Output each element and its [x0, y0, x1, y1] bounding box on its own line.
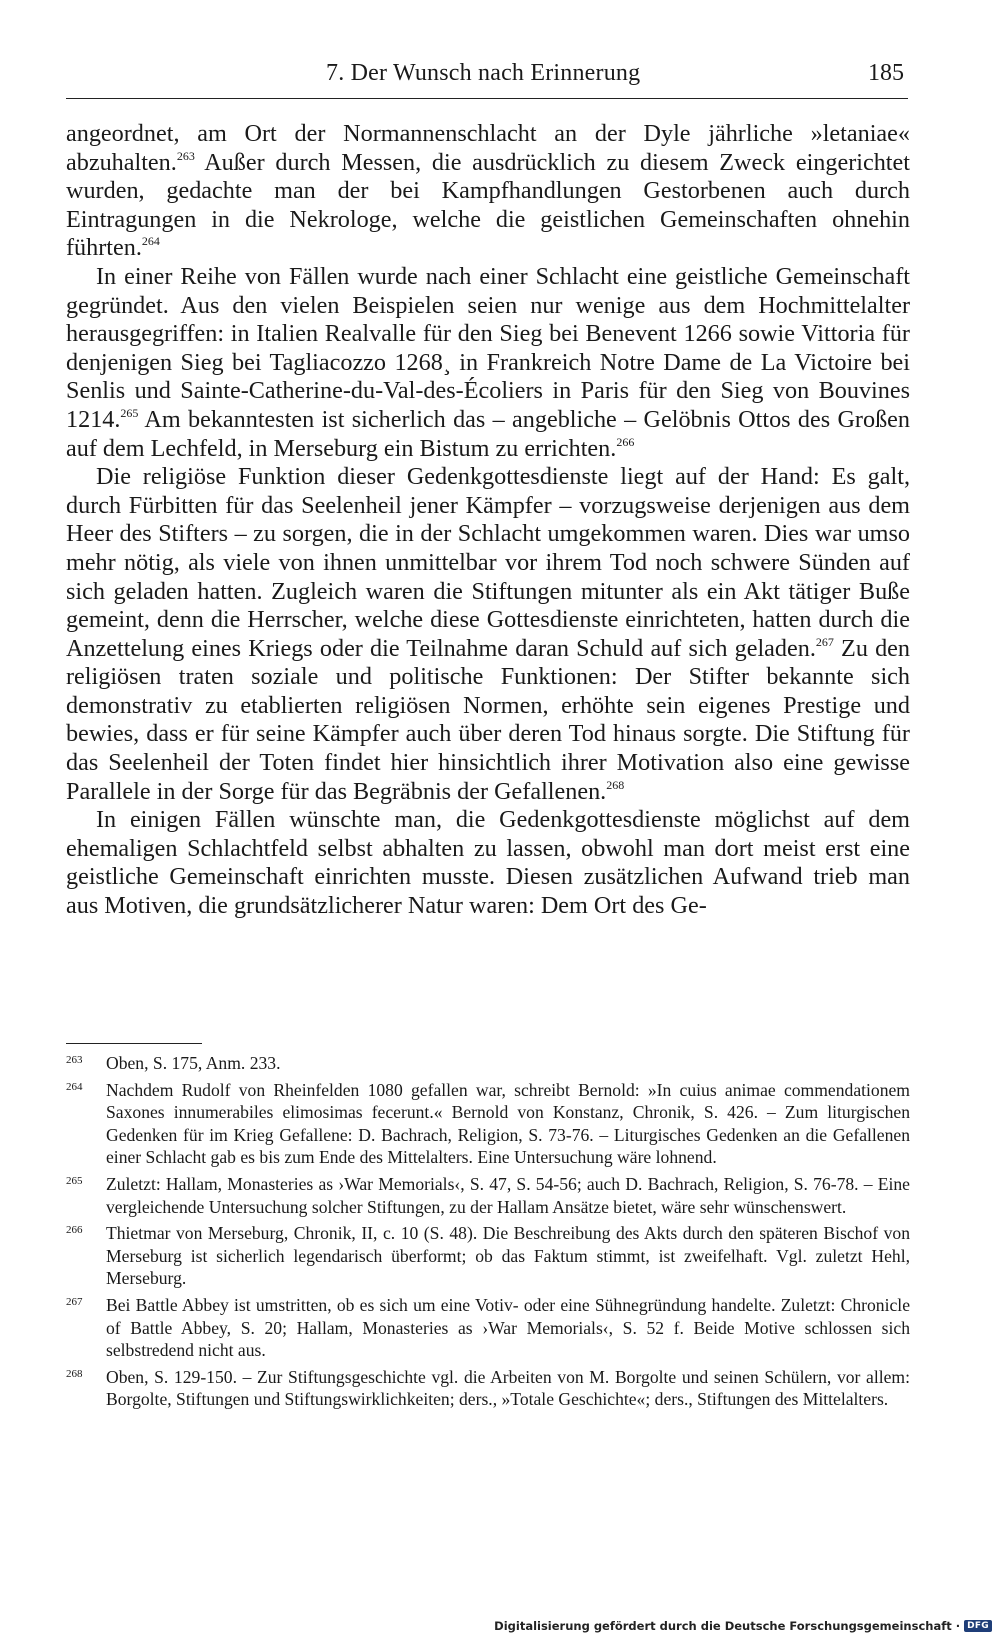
- footnote: [66, 1079, 910, 1169]
- body-paragraph: [66, 263, 910, 463]
- footnote-number: 267: [66, 1295, 83, 1308]
- footnote-number: 266: [66, 1224, 83, 1237]
- digitization-credit: [494, 1619, 992, 1633]
- footnote-number: 263: [66, 1054, 83, 1066]
- footnote-ref: 265: [120, 405, 139, 420]
- credit-text: Digitalisierung gefördert durch die Deutsche Forschungsgemeinschaft ·: [494, 1619, 961, 1633]
- footnote: [66, 1222, 910, 1290]
- chapter-title: 7. Der Wunsch nach Erinnerung: [326, 60, 641, 86]
- body-paragraph: [66, 120, 910, 263]
- footnote-ref: 267: [815, 634, 834, 649]
- text-segment: angeordnet, am Ort der Normannenschlacht an der Dyle jährliche »letaniae« abzuhalten.: [66, 120, 910, 176]
- footnote-ref: 263: [176, 148, 195, 163]
- running-header: [66, 58, 908, 99]
- footnote-ref: 264: [141, 234, 160, 249]
- body-paragraph: [66, 806, 910, 920]
- text-segment: Am bekanntesten ist sicherlich das – angebliche – Gelöbnis Ottos des Großen auf dem Lechfeld, in Merseburg ein Bistum zu errichten.: [66, 405, 910, 462]
- footnote: [66, 1294, 910, 1362]
- footnote-ref: 266: [616, 434, 635, 449]
- footnote-text: Oben, S. 129-150. – Zur Stiftungsgeschichte vgl. die Arbeiten von M. Borgolte und seinen Schülern, vor allem: Borgolte, Stiftungen und Stiftungswirklichkeiten; ders., »Totale Geschichte«; ders., Stiftungen des Mittelalters.: [106, 1366, 910, 1410]
- body-paragraph: [66, 463, 910, 806]
- footnote-separator: [66, 1043, 202, 1044]
- footnote-number: 264: [66, 1080, 83, 1093]
- text-segment: Die religiöse Funktion dieser Gedenkgottesdienste liegt auf der Hand: Es galt, durch Fürbitten für das Seelenheil jener Kämpfer – vorzugsweise derjenigen aus dem Heer des Stifters – zu sorgen, die in der Schlacht umgekommen waren. Dies war umso mehr nötig, als viele von ihnen unmittelbar vor ihrem Tod noch schwere Sünden auf sich geladen hatten. Zugleich waren die Stiftungen mitunter als ein Akt tätiger Buße gemeint, denn die Herrscher, welche diese Gottesdienste einrichteten, hatten durch die Anzettelung eines Kriegs oder die Teilnahme daran Schuld auf sich geladen.: [66, 463, 910, 662]
- dfg-logo: DFG: [964, 1620, 992, 1632]
- footnote-text: Bei Battle Abbey ist umstritten, ob es sich um eine Votiv- oder eine Sühnegründung handelte. Zuletzt: Chronicle of Battle Abbey, S. 20; Hallam, Monasteries as ›War Memorials‹, S. 52 f. Beide Motive schlossen sich selbstredend nicht aus.: [106, 1294, 910, 1361]
- footnotes: [66, 1052, 910, 1415]
- footnote-text: Thietmar von Merseburg, Chronik, II, c. 10 (S. 48). Die Beschreibung des Akts durch den späteren Bischof von Merseburg ist sicherlich legendarisch überformt; ob das Faktum stimmt, ist zweifelhaft. Vgl. zuletzt Hehl, Merseburg.: [106, 1223, 910, 1289]
- main-text: [66, 120, 910, 921]
- footnote-ref: 268: [606, 777, 625, 792]
- text-segment: Außer durch Messen, die ausdrücklich zu diesem Zweck eingerichtet wurden, gedachte man der bei Kampfhandlungen Gestorbenen auch durch Eintragungen in die Nekrologe, welche die geistlichen Gemeinschaften ohnehin führten.: [66, 148, 910, 262]
- page-number: 185: [868, 60, 904, 86]
- footnote: [66, 1173, 910, 1218]
- text-segment: In einigen Fällen wünschte man, die Gedenkgottesdienste möglichst auf dem ehemaligen Schlachtfeld selbst abhalten zu lassen, obwohl man dort meist erst eine geistliche Gemeinschaft einrichten musste. Diesen zusätzlichen Aufwand trieb man aus Motiven, die grundsätzlicherer Natur waren: Dem Ort des Ge-: [66, 806, 910, 920]
- footnote-number: 265: [66, 1174, 83, 1187]
- footnote: [66, 1366, 910, 1411]
- footnote-text: Nachdem Rudolf von Rheinfelden 1080 gefallen war, schreibt Bernold: »In cuius animae commendationem Saxones innumerabiles elimosimas fecerunt.« Bernold von Konstanz, Chronik, S. 426. – Zum liturgischen Gedenken für im Krieg Gefallene: D. Bachrach, Religion, S. 73-76. – Liturgisches Gedenken an die Gefallenen einer Schlacht gab es bis zum Ende des Mittelalters. Eine Untersuchung wäre lohnend.: [106, 1079, 910, 1168]
- footnote-text: Oben, S. 175, Anm. 233.: [106, 1053, 281, 1073]
- footnote-number: 268: [66, 1367, 83, 1380]
- text-segment: In einer Reihe von Fällen wurde nach einer Schlacht eine geistliche Gemeinschaft gegründet. Aus den vielen Beispielen seien nur wenige aus dem Hochmittelalter herausgegriffen: in Italien Realvalle für den Sieg bei Benevent 1266 sowie Vittoria für denjenigen Sieg bei Tagliacozzo 1268¸ in Frankreich Notre Dame de La Victoire bei Senlis und Sainte-Catherine-du-Val-des-Écoliers in Paris für den Sieg von Bouvines 1214.: [66, 262, 910, 433]
- footnote: [66, 1052, 910, 1075]
- text-segment: Zu den religiösen traten soziale und politische Funktionen: Der Stifter bekannte sich demonstrativ zu etablierten religiösen Normen, erhöhte sein eigenes Prestige und bewies, dass er für seine Kämpfer auch über deren Tod hinaus sorgte. Die Stiftung für das Seelenheil der Toten findet hier hinsichtlich ihrer Motivation also eine gewisse Parallele in der Sorge für das Begräbnis der Gefallenen.: [66, 634, 910, 805]
- footnote-text: Zuletzt: Hallam, Monasteries as ›War Memorials‹, S. 47, S. 54-56; auch D. Bachrach, Religion, S. 76-78. – Eine vergleichende Untersuchung solcher Stiftungen, zu der Hallam Ansätze bietet, wäre sehr wünschenswert.: [106, 1173, 910, 1217]
